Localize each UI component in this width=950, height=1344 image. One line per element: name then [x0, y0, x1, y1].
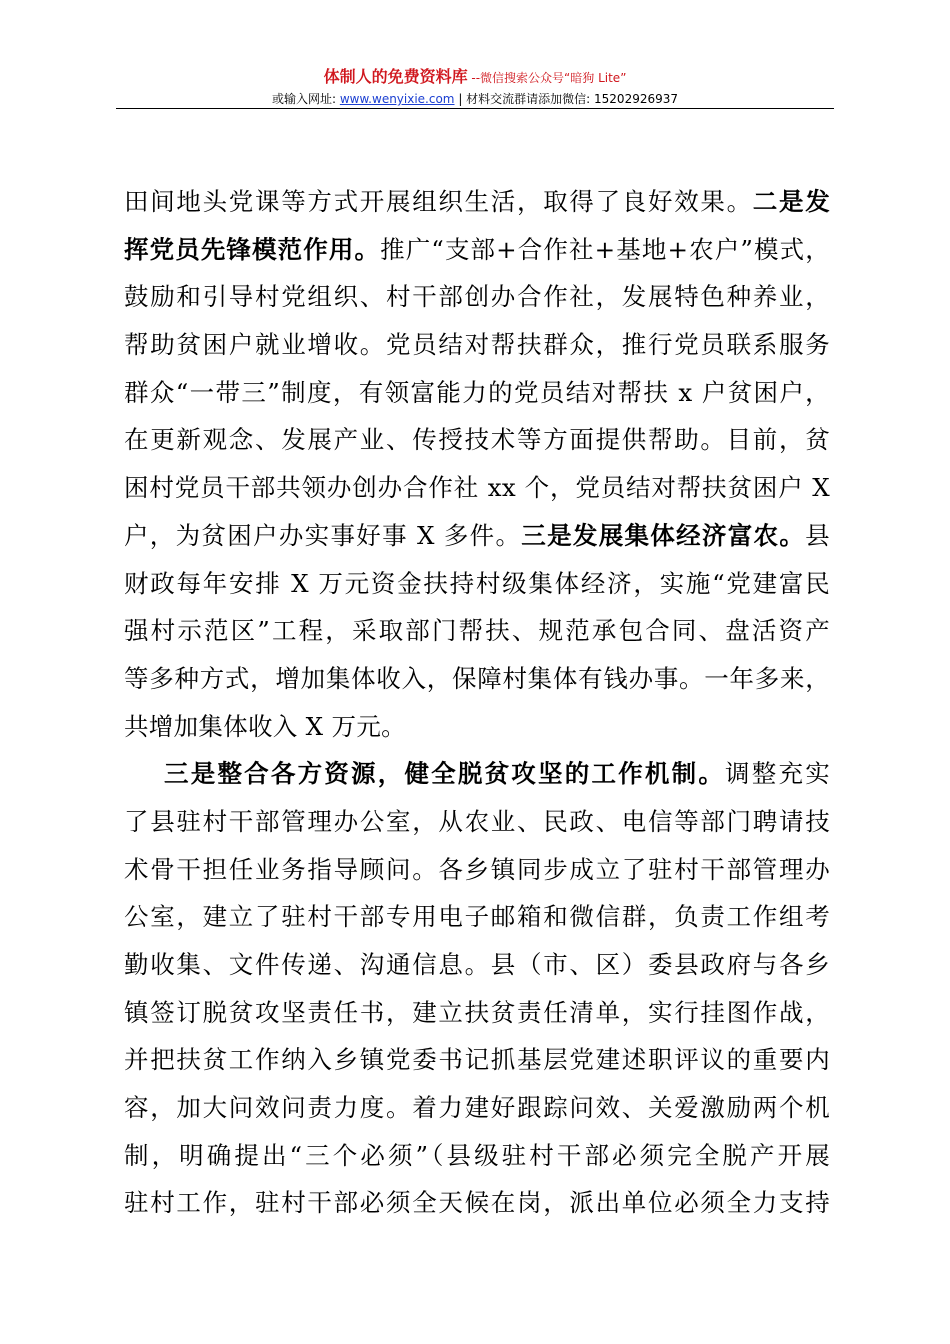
- text-line: [124, 369, 830, 417]
- header-url-link[interactable]: www.wenyixie.com: [339, 92, 455, 106]
- text-line: [124, 1179, 830, 1227]
- page-header: [0, 66, 950, 109]
- text-indent: [124, 759, 164, 788]
- text-segment: 容，加大问效问责力度。着力建好跟踪问效、关爱激励两个机: [124, 1093, 830, 1123]
- text-segment: 公室，建立了驻村干部专用电子邮箱和微信群，负责工作组考: [124, 902, 830, 932]
- bold-heading: 三是发展集体经济富农。: [521, 520, 806, 550]
- text-line: [124, 321, 830, 369]
- text-line: [124, 178, 830, 226]
- text-line: [124, 655, 830, 703]
- text-line: [124, 512, 830, 560]
- text-segment: 田间地头党课等方式开展组织生活，取得了良好效果。: [124, 187, 753, 216]
- text-segment: 调整充实: [725, 759, 830, 789]
- text-line: [124, 416, 830, 464]
- text-segment: 财政每年安排 X 万元资金扶持村级集体经济，实施“党建富民: [124, 568, 830, 598]
- text-segment: 推广“支部+合作社+基地+农户”模式，: [380, 234, 830, 264]
- text-segment: 户，为贫困户办实事好事 X 多件。: [124, 520, 522, 550]
- text-line: [124, 750, 830, 798]
- bold-heading: 三是整合各方资源，健全脱贫攻坚的工作机制。: [164, 759, 726, 789]
- text-line: [124, 607, 830, 655]
- header-subtitle: --微信搜索公众号“暗狗 Lite”: [467, 71, 627, 85]
- text-line: [124, 703, 830, 751]
- text-segment: 群众“一带三”制度，有领富能力的党员结对帮扶 x 户贫困户，: [124, 377, 830, 407]
- header-title: 体制人的免费资料库: [323, 67, 468, 86]
- text-line: [124, 846, 830, 894]
- text-segment: 县: [805, 520, 830, 550]
- text-line: [124, 798, 830, 846]
- header-url-suffix: | 材料交流群请添加微信: 15202926937: [454, 92, 679, 106]
- header-title-line: [0, 66, 950, 89]
- bold-heading: 二是发: [752, 187, 830, 216]
- header-url-prefix: 或输入网址:: [271, 92, 340, 106]
- text-line: [124, 464, 830, 512]
- text-segment: 并把扶贫工作纳入乡镇党委书记抓基层党建述职评议的重要内: [124, 1045, 830, 1075]
- text-segment: 在更新观念、发展产业、传授技术等方面提供帮助。目前，贫: [124, 425, 830, 455]
- text-segment: 鼓励和引导村党组织、村干部创办合作社，发展特色种养业，: [124, 282, 830, 312]
- text-segment: 勤收集、文件传递、沟通信息。县（市、区）委县政府与各乡: [124, 950, 830, 979]
- text-segment: 制，明确提出“三个必须”（县级驻村干部必须完全脱产开展: [124, 1140, 830, 1170]
- text-line: [124, 941, 830, 989]
- bold-heading: 挥党员先锋模范作用。: [124, 234, 381, 264]
- text-segment: 帮助贫困户就业增收。党员结对帮扶群众，推行党员联系服务: [124, 330, 830, 360]
- text-segment: 镇签订脱贫攻坚责任书，建立扶贫责任清单，实行挂图作战，: [124, 997, 830, 1027]
- text-segment: 困村党员干部共领办创办合作社 xx 个，党员结对帮扶贫困户 X: [124, 473, 830, 503]
- document-body: [124, 178, 830, 1227]
- header-url-line: [0, 89, 950, 109]
- text-line: [124, 1084, 830, 1132]
- text-segment: 等多种方式，增加集体收入，保障村集体有钱办事。一年多来，: [124, 663, 830, 693]
- text-line: [124, 560, 830, 608]
- text-segment: 共增加集体收入 X 万元。: [124, 711, 406, 741]
- text-segment: 了县驻村干部管理办公室，从农业、民政、电信等部门聘请技: [124, 806, 830, 836]
- text-line: [124, 1132, 830, 1180]
- text-line: [124, 226, 830, 274]
- text-segment: 驻村工作，驻村干部必须全天候在岗，派出单位必须全力支持: [124, 1188, 830, 1218]
- text-segment: 强村示范区”工程，采取部门帮扶、规范承包合同、盘活资产: [124, 616, 830, 646]
- text-line: [124, 893, 830, 941]
- text-line: [124, 989, 830, 1037]
- text-line: [124, 1036, 830, 1084]
- header-divider: [116, 108, 834, 109]
- text-line: [124, 273, 830, 321]
- text-segment: 术骨干担任业务指导顾问。各乡镇同步成立了驻村干部管理办: [124, 854, 830, 884]
